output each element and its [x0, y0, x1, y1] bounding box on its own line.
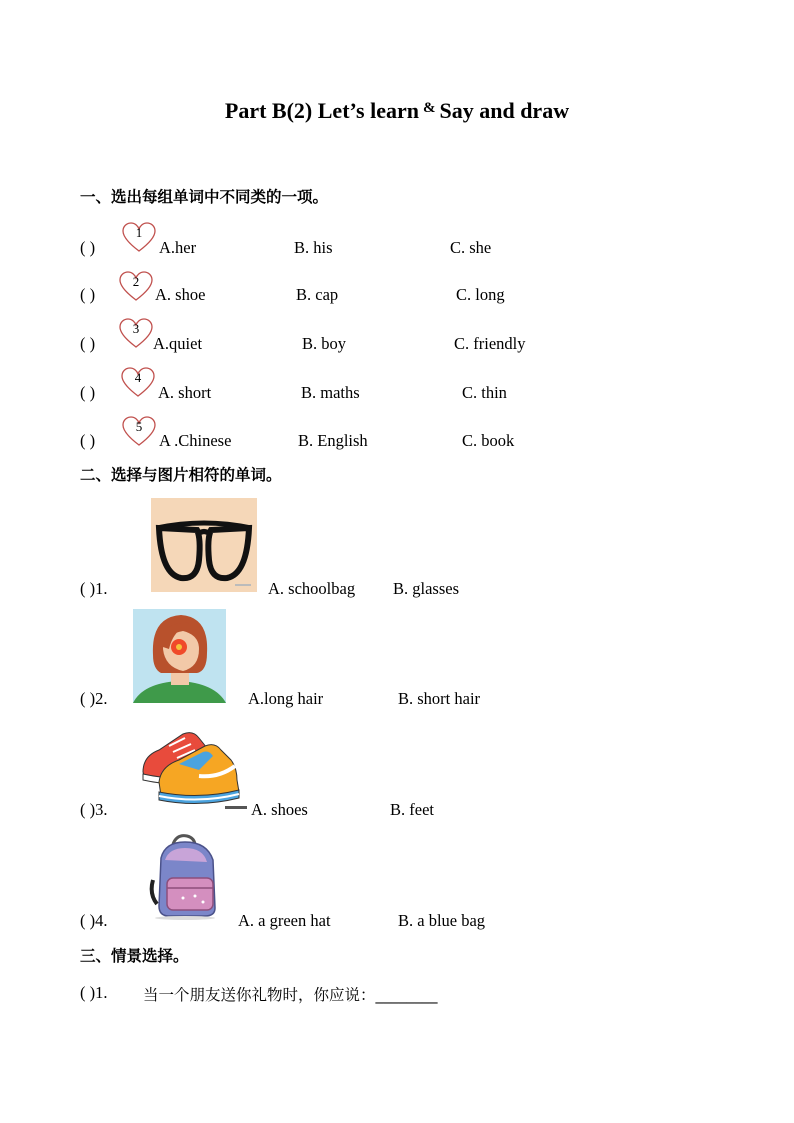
backpack-icon	[143, 834, 225, 920]
page-title	[0, 98, 794, 124]
heart-number-icon	[120, 367, 156, 399]
section2-item2-label[interactable]: ( )2.	[80, 689, 108, 708]
section2-item1-option-a: A. schoolbag	[268, 579, 356, 598]
section1-item3-option-b: B. boy	[302, 334, 347, 353]
heart-number: 3	[132, 321, 140, 336]
section1-heading: 一、选出每组单词中不同类的一项。	[80, 188, 329, 206]
short-hair-girl-icon	[133, 609, 226, 703]
image-caption-mark	[225, 806, 247, 809]
section2-item1-label[interactable]: ( )1.	[80, 579, 108, 598]
section1-item2-blank[interactable]: ( )	[80, 285, 96, 304]
section2-item4-option-a: A. a green hat	[238, 911, 331, 930]
heart-number-icon	[121, 222, 157, 254]
section2-item4-option-b: B. a blue bag	[398, 911, 486, 930]
section2-item2-option-a: A.long hair	[248, 689, 324, 708]
section1-item2-option-b: B. cap	[296, 285, 339, 304]
heart-number: 5	[135, 419, 143, 434]
section1-item3-option-a: A.quiet	[153, 334, 203, 353]
section1-item5-option-b: B. English	[298, 431, 368, 450]
section1-item4-blank[interactable]: ( )	[80, 383, 96, 402]
section1-item1-option-a: A.her	[159, 238, 197, 257]
glasses-icon	[151, 498, 257, 592]
section2-item2-option-b: B. short hair	[398, 689, 481, 708]
title-ampersand: &	[422, 100, 436, 116]
heart-number: 2	[132, 274, 140, 289]
section2-item3-option-b: B. feet	[390, 800, 434, 819]
section2-heading: 二、选择与图片相符的单词。	[80, 466, 282, 484]
section1-item3-blank[interactable]: ( )	[80, 334, 96, 353]
section2-item3-option-a: A. shoes	[251, 800, 308, 819]
section1-item5-blank[interactable]: ( )	[80, 431, 96, 450]
section1-item5-option-c: C. book	[462, 431, 515, 450]
section3-item1-question: 当一个朋友送你礼物时，你应说：________	[143, 986, 438, 1004]
section1-item4-option-a: A. short	[158, 383, 212, 402]
section3-item1-label[interactable]: ( )1.	[80, 983, 108, 1002]
heart-number: 4	[134, 370, 142, 385]
section1-item1-blank[interactable]: ( )	[80, 238, 96, 257]
section2-item4-label[interactable]: ( )4.	[80, 911, 108, 930]
section1-item2-option-c: C. long	[456, 285, 505, 304]
title-tail: Say and draw	[439, 98, 570, 123]
title-main: Part B(2) Let’s learn	[224, 98, 419, 123]
heart-number-icon	[121, 416, 157, 448]
heart-number-icon	[118, 318, 154, 350]
heart-number: 1	[135, 225, 143, 240]
section2-item1-option-b: B. glasses	[393, 579, 459, 598]
section1-item4-option-b: B. maths	[301, 383, 360, 402]
section1-item4-option-c: C. thin	[462, 383, 507, 402]
heart-number-icon	[118, 271, 154, 303]
section1-item3-option-c: C. friendly	[454, 334, 526, 353]
section1-item1-option-c: C. she	[450, 238, 492, 257]
section2-item3-label[interactable]: ( )3.	[80, 800, 108, 819]
section1-item1-option-b: B. his	[294, 238, 333, 257]
section1-item5-option-a: A .Chinese	[159, 431, 232, 450]
section1-item2-option-a: A. shoe	[155, 285, 206, 304]
sneakers-icon	[139, 726, 245, 808]
section3-heading: 三、情景选择。	[80, 947, 189, 965]
